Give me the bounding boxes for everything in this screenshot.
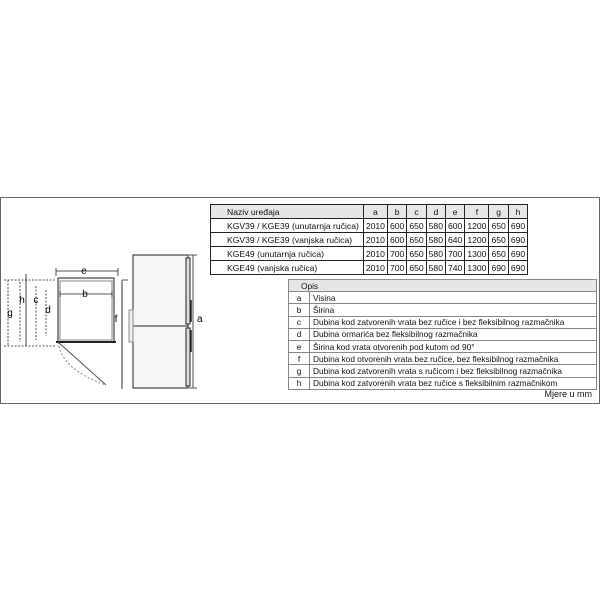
value-b: 700 xyxy=(387,247,406,261)
header-d: d xyxy=(426,205,445,219)
value-e: 640 xyxy=(446,233,465,247)
legend-row xyxy=(289,377,597,389)
legend-text: Širina xyxy=(310,304,597,316)
value-b: 700 xyxy=(387,261,406,275)
value-c: 650 xyxy=(407,219,426,233)
value-e: 700 xyxy=(446,247,465,261)
value-d: 580 xyxy=(426,233,445,247)
header-a: a xyxy=(363,205,387,219)
legend-text: Dubina kod zatvorenih vrata bez ručice s fleksibilnim razmačnikom xyxy=(310,377,597,389)
table-row xyxy=(211,233,528,247)
legend-text: Širina kod vrata otvorenih pod kutom od 90° xyxy=(310,340,597,352)
legend-row xyxy=(289,304,597,316)
legend-key: b xyxy=(289,304,310,316)
legend-table xyxy=(288,279,597,390)
value-a: 2010 xyxy=(363,219,387,233)
legend-key: c xyxy=(289,316,310,328)
value-d: 580 xyxy=(426,261,445,275)
value-a: 2010 xyxy=(363,247,387,261)
legend-row xyxy=(289,292,597,304)
value-b: 600 xyxy=(387,219,406,233)
legend-header-row xyxy=(289,280,597,292)
header-h: h xyxy=(508,205,527,219)
value-h: 690 xyxy=(508,261,527,275)
value-c: 650 xyxy=(407,247,426,261)
value-g: 650 xyxy=(489,233,508,247)
table-row xyxy=(211,219,528,233)
label-d: d xyxy=(45,305,51,316)
legend-row xyxy=(289,365,597,377)
legend-row xyxy=(289,316,597,328)
value-g: 650 xyxy=(489,219,508,233)
value-e: 600 xyxy=(446,219,465,233)
legend-key: e xyxy=(289,340,310,352)
legend-text: Dubina ormarića bez fleksibilnog razmačnika xyxy=(310,328,597,340)
dim-e xyxy=(56,268,118,276)
legend-key: a xyxy=(289,292,310,304)
header-e: e xyxy=(446,205,465,219)
label-b: b xyxy=(82,289,88,300)
value-d: 580 xyxy=(426,219,445,233)
label-e: e xyxy=(81,266,87,277)
value-e: 740 xyxy=(446,261,465,275)
label-a: a xyxy=(197,314,203,325)
header-name: Naziv uređaja xyxy=(211,205,364,219)
model-name: KGV39 / KGE39 (vanjska ručica) xyxy=(211,233,364,247)
header-g: g xyxy=(489,205,508,219)
label-g: g xyxy=(7,308,13,319)
legend-text: Visina xyxy=(310,292,597,304)
header-b: b xyxy=(387,205,406,219)
legend-row xyxy=(289,340,597,352)
value-f: 1200 xyxy=(465,233,489,247)
value-f: 1300 xyxy=(465,261,489,275)
header-f: f xyxy=(465,205,489,219)
legend-text: Dubina kod zatvorenih vrata s ručicom i bez fleksibilnog razmačnika xyxy=(310,365,597,377)
dimensions-table-header xyxy=(211,205,528,219)
model-name: KGE49 (vanjska ručica) xyxy=(211,261,364,275)
value-c: 650 xyxy=(407,233,426,247)
header-c: c xyxy=(407,205,426,219)
label-h: h xyxy=(19,295,25,306)
label-f: f xyxy=(114,314,118,325)
top-view xyxy=(26,274,116,385)
value-b: 600 xyxy=(387,233,406,247)
legend-text: Dubina kod zatvorenih vrata bez ručice i bez fleksibilnog razmačnika xyxy=(310,316,597,328)
value-d: 580 xyxy=(426,247,445,261)
value-h: 690 xyxy=(508,233,527,247)
value-g: 690 xyxy=(489,261,508,275)
value-c: 650 xyxy=(407,261,426,275)
value-f: 1200 xyxy=(465,219,489,233)
model-name: KGE49 (unutarnja ručica) xyxy=(211,247,364,261)
side-view xyxy=(122,255,191,389)
value-h: 690 xyxy=(508,247,527,261)
value-h: 690 xyxy=(508,219,527,233)
legend-key: f xyxy=(289,353,310,365)
legend-header: Opis xyxy=(289,280,597,292)
value-a: 2010 xyxy=(363,261,387,275)
dimensions-table xyxy=(210,204,528,275)
table-row xyxy=(211,247,528,261)
legend-text: Dubina kod otvorenih vrata bez ručice, bez fleksibilnog razmačnika xyxy=(310,353,597,365)
legend-key: d xyxy=(289,328,310,340)
model-name: KGV39 / KGE39 (unutarnja ručica) xyxy=(211,219,364,233)
table-row xyxy=(211,261,528,275)
legend-key: h xyxy=(289,377,310,389)
legend-key: g xyxy=(289,365,310,377)
legend-row xyxy=(289,328,597,340)
unit-note: Mjere u mm xyxy=(544,389,592,399)
label-c: c xyxy=(33,295,39,306)
value-a: 2010 xyxy=(363,233,387,247)
value-g: 650 xyxy=(489,247,508,261)
value-f: 1300 xyxy=(465,247,489,261)
legend-row xyxy=(289,353,597,365)
